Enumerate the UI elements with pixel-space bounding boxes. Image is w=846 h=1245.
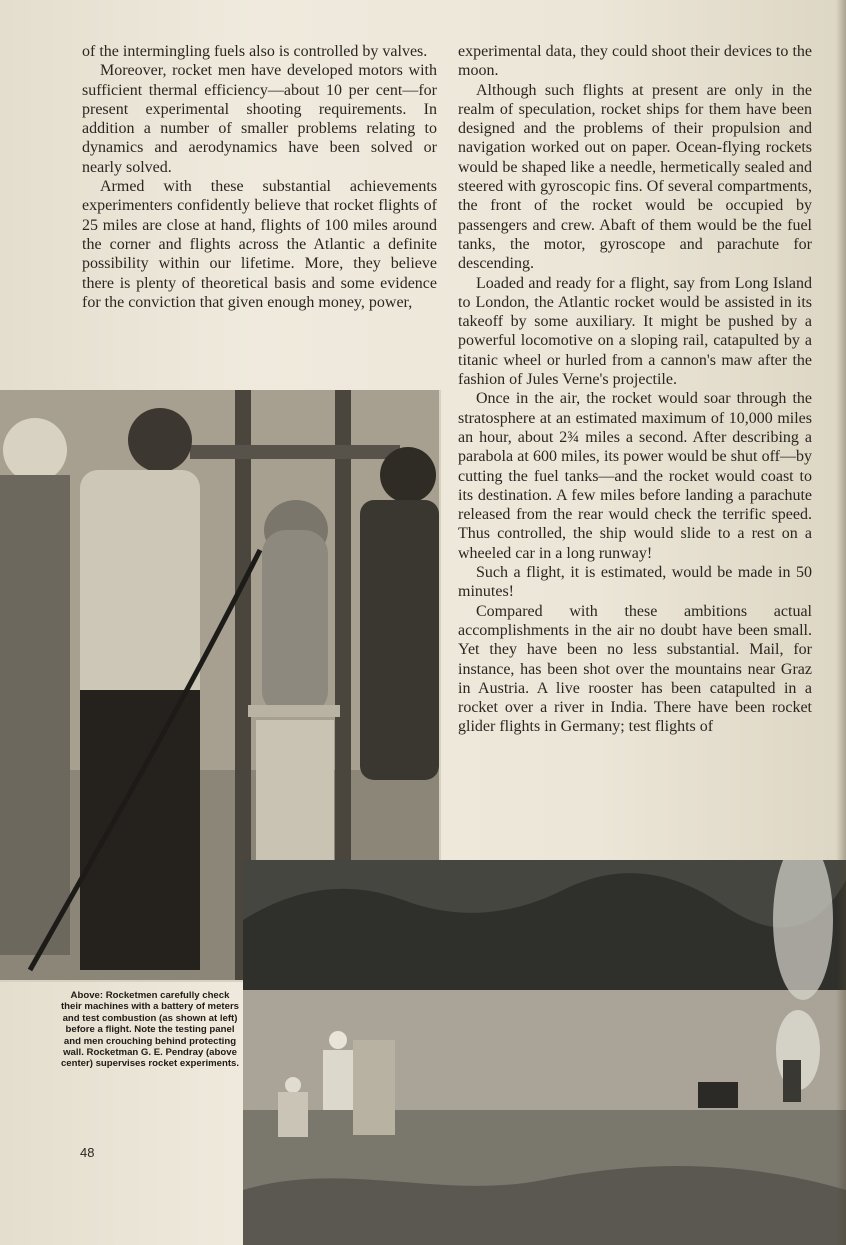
paragraph: Such a flight, it is estimated, would be made in 50 minutes! [458, 564, 812, 601]
test-field-illustration [243, 860, 846, 1245]
photo-caption: Above: Rocketmen carefully check their machines with a battery of meters and test combustion (as shown at left) before a flight. Note the testing panel and men crouching behind protecting wall. Rocketman G. E. Pendray (above center) supervises rocket experiments. [60, 990, 240, 1070]
paragraph: Compared with these ambitions actual accomplishments in the air no doubt have been small. Yet they have been no less substantial. Mail, for instance, has been shot over the mountains near Graz in Austria. A live rooster has been catapulted in a rocket over a river in India. There have been rocket glider flights in Germany; test flights of [458, 602, 812, 736]
text-column-right [458, 42, 812, 737]
paragraph: Once in the air, the rocket would soar through the stratosphere at an estimated maximum of 10,000 miles an hour, about 2¾ miles a second. After describing a parabola at 600 miles, its power would be shut off—by cutting the fuel tanks—and the rocket would coast to its destination. A few miles before landing a parachute released from the rear would check the terrific speed. Thus controlled, the ship would slide to a rest on a wheeled car in a long runway! [458, 390, 812, 562]
paragraph: experimental data, they could shoot their devices to the moon. [458, 43, 812, 80]
paragraph: Moreover, rocket men have developed motors with sufficient thermal efficiency—about 10 per cent—for present experimental shooting requirements. In addition a number of smaller problems relating to dynamics and aerodynamics have been solved or nearly solved. [82, 62, 437, 176]
paragraph: Loaded and ready for a flight, say from Long Island to London, the Atlantic rocket would be assisted in its takeoff by some auxiliary. It might be pushed by a powerful locomotive on a sloping rail, catapulted by a titanic wheel or hurled from a cannon's maw after the fashion of Jules Verne's projectile. [458, 274, 812, 389]
paragraph: of the intermingling fuels also is controlled by valves. [82, 43, 428, 60]
rocket-test-field-photo [243, 860, 846, 1245]
page-edge-shadow [836, 0, 846, 1245]
page-number: 48 [80, 1145, 95, 1160]
paragraph: Although such flights at present are only in the realm of speculation, rocket ships for them have been designed and the problems of their propulsion and navigation worked out on paper. Ocean-flying rockets would be shaped like a needle, hermetically sealed and steered with gyroscopic fins. Of several compartments, the front of the rocket would be occupied by passengers and crew. Abaft of them would be the fuel tanks, the motor, gyroscope and parachute for descending. [458, 81, 812, 273]
paragraph: Armed with these substantial achievements experimenters confidently believe that rocket flights of 25 miles are close at hand, flights of 100 miles around the corner and flights across the Atlantic a definite possibility within our lifetime. More, they believe there is plenty of theoretical basis and some evidence for the conviction that given enough money, power, [82, 178, 437, 311]
text-column-left [82, 42, 437, 312]
